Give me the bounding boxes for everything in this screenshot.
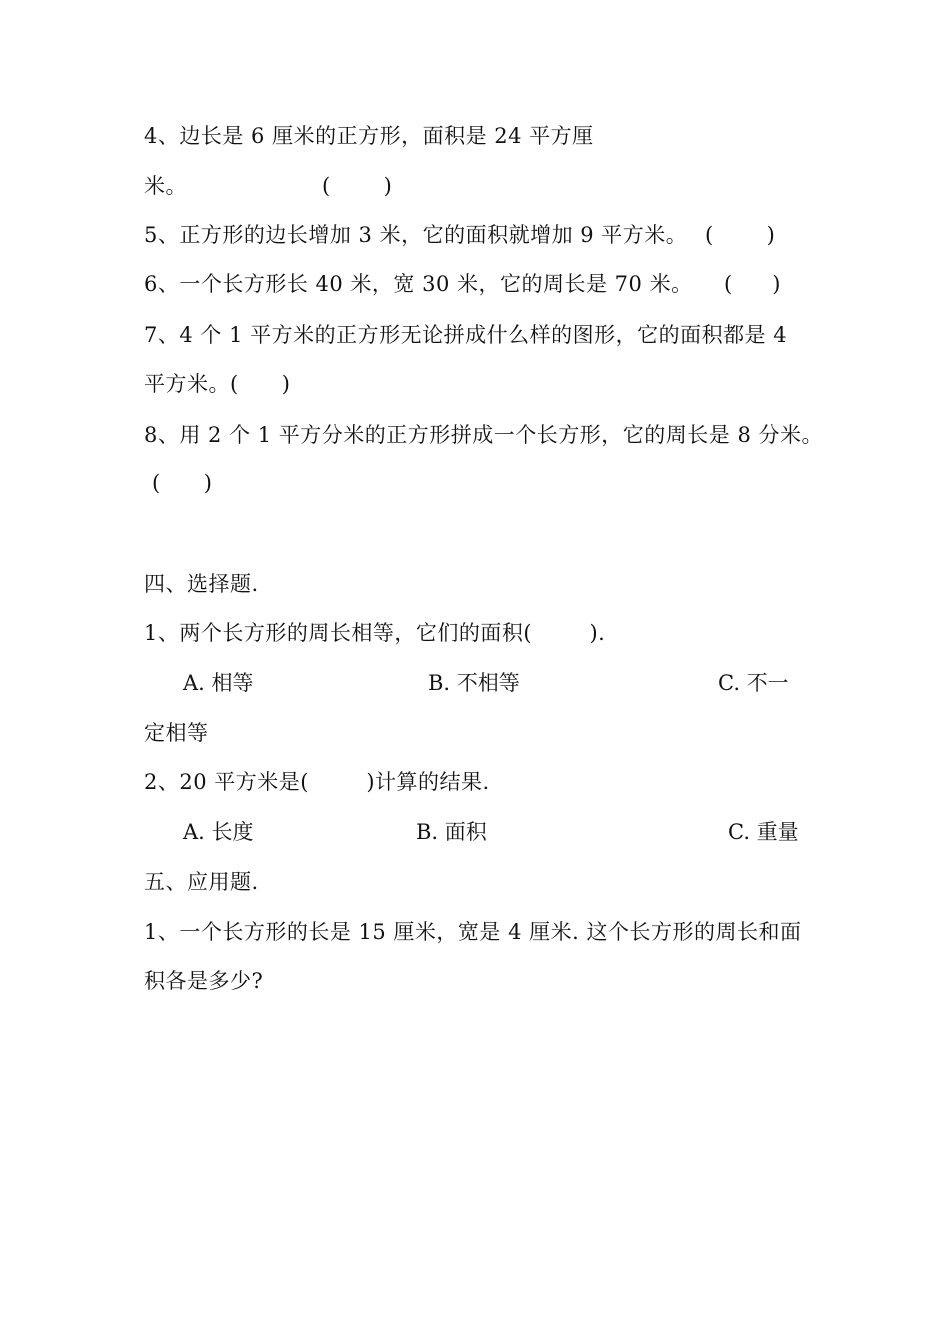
application-q1-line2: 积各是多少? [144,969,264,993]
choice-q2-text: 2、20 平方米是( )计算的结果. [144,770,490,794]
judge-q6-answer-blank[interactable]: ( ) [724,272,781,296]
choice-q2-option-a[interactable]: A. 长度 [183,820,254,844]
application-q1-line1: 1、一个长方形的长是 15 厘米，宽是 4 厘米. 这个长方形的周长和面 [144,920,802,944]
judge-q4-line1: 4、边长是 6 厘米的正方形，面积是 24 平方厘 [144,124,594,148]
choice-section-heading: 四、选择题. [144,572,259,596]
judge-q8-line1: 8、用 2 个 1 平方分米的正方形拼成一个长方形，它的周长是 8 分米。 [144,423,823,447]
choice-q2-option-b[interactable]: B. 面积 [416,820,487,844]
judge-q8-answer-blank[interactable]: ( ) [152,471,213,495]
application-section-heading: 五、应用题. [144,870,259,894]
choice-q1-option-a[interactable]: A. 相等 [183,671,254,695]
choice-q1-option-c[interactable]: C. 不一 [718,671,789,695]
judge-q7-line2: 平方米。( ) [144,372,291,396]
judge-q6-text: 6、一个长方形长 40 米，宽 30 米，它的周长是 70 米。 [144,272,693,296]
choice-q1-text: 1、两个长方形的周长相等，它们的面积( ). [144,621,606,645]
judge-q4-line2: 米。 [144,174,187,198]
judge-q5-text: 5、正方形的边长增加 3 米，它的面积就增加 9 平方米。 [144,223,688,247]
choice-q1-option-b[interactable]: B. 不相等 [428,671,520,695]
judge-q4-answer-blank[interactable]: ( ) [322,174,392,198]
choice-q2-option-c[interactable]: C. 重量 [728,820,799,844]
judge-q7-line1: 7、4 个 1 平方米的正方形无论拼成什么样的图形，它的面积都是 4 [144,323,788,347]
choice-q1-option-c-wrap: 定相等 [144,721,209,745]
judge-q5-answer-blank[interactable]: ( ) [705,223,775,247]
